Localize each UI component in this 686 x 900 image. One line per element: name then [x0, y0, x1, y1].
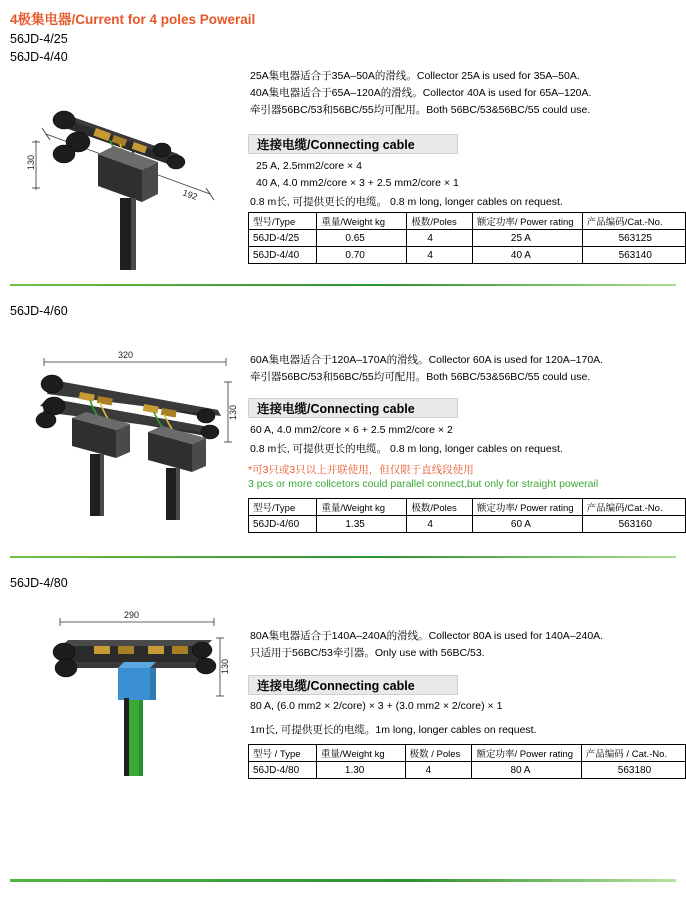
cell-cat: 563140 [582, 247, 685, 264]
connecting-cable-banner-2: 连接电缆/Connecting cable [248, 398, 458, 418]
illustration-56jd-4-60 [14, 340, 244, 530]
table-header-row [249, 745, 686, 762]
dim-height-label: 130 [26, 154, 36, 170]
cell-cat: 563160 [582, 516, 685, 533]
cell-cat: 563125 [582, 230, 685, 247]
section3-line-2: 只适用于56BC/53牵引器。Only use with 56BC/53. [250, 647, 485, 659]
section-separator-2 [10, 556, 676, 558]
section3-cable-line-1: 80 A, (6.0 mm2 × 2/core) × 3 + (3.0 mm2 × 2/core) × 1 [250, 700, 503, 712]
section2-note-en: 3 pcs or more collcetors could parallel connect,but only for straight powerail [248, 478, 599, 490]
table-header-row [249, 213, 686, 230]
dim-height-label: 130 [220, 658, 230, 674]
cell-weight: 0.65 [317, 230, 407, 247]
th-poles: 极数 / Poles [405, 745, 472, 762]
model-code-56jd-4-25: 56JD-4/25 [10, 32, 68, 46]
th-rating: 额定功率/ Power rating [472, 499, 582, 516]
section1-line-3: 牵引器56BC/53和56BC/55均可配用。Both 56BC/53&56BC/55 could use. [250, 104, 591, 116]
section2-line-1: 60A集电器适合于120A–170A的滑线。Collector 60A is used for 120A–170A. [250, 354, 604, 366]
cell-type: 56JD-4/40 [249, 247, 317, 264]
spec-table-2 [248, 498, 686, 533]
cell-poles: 4 [405, 762, 472, 779]
cell-rating: 25 A [472, 230, 582, 247]
th-weight: 重量/Weight kg [316, 745, 405, 762]
section3-cable-line-2: 1m长, 可提供更长的电缆。1m long, longer cables on request. [250, 724, 537, 736]
cell-weight: 0.70 [317, 247, 407, 264]
table-row [249, 230, 686, 247]
th-type: 型号/Type [249, 499, 317, 516]
section2-cable-line-2: 0.8 m长, 可提供更长的电缆。 0.8 m long, longer cables on request. [250, 443, 563, 455]
section-separator-1 [10, 284, 676, 286]
th-type: 型号/Type [249, 213, 317, 230]
dim-width-label: 290 [124, 610, 140, 620]
table-header-row [249, 499, 686, 516]
table-row [249, 516, 686, 533]
footer-band [10, 879, 676, 882]
dim-width-label: 320 [118, 350, 134, 360]
cell-type: 56JD-4/25 [249, 230, 317, 247]
cell-rating: 60 A [472, 516, 582, 533]
cell-poles: 4 [407, 516, 473, 533]
model-code-56jd-4-60: 56JD-4/60 [10, 304, 68, 318]
connecting-cable-banner-3: 连接电缆/Connecting cable [248, 675, 458, 695]
spec-table-3 [248, 744, 686, 779]
section2-line-2: 牵引器56BC/53和56BC/55均可配用。Both 56BC/53&56BC/55 could use. [250, 371, 591, 383]
th-rating: 额定功率/ Power rating [472, 745, 581, 762]
cell-poles: 4 [407, 247, 473, 264]
th-cat: 产品编码/Cat.-No. [582, 499, 685, 516]
dim-height-label: 130 [228, 404, 238, 420]
th-cat: 产品编码/Cat.-No. [582, 213, 685, 230]
cell-poles: 4 [407, 230, 473, 247]
th-weight: 重量/Weight kg [317, 213, 407, 230]
spec-table-1 [248, 212, 686, 264]
section1-cable-line-2: 40 A, 4.0 mm2/core × 3 + 2.5 mm2/core × 1 [256, 177, 459, 189]
cell-rating: 80 A [472, 762, 581, 779]
section2-note-cn: *可3只或3只以上并联使用，但仅限于直线段使用 [248, 464, 474, 476]
section1-line-1: 25A集电器适合于35A–50A的滑线。Collector 25A is used for 35A–50A. [250, 70, 580, 82]
cell-rating: 40 A [472, 247, 582, 264]
dim-width-label: 192 [181, 187, 199, 203]
section3-line-1: 80A集电器适合于140A–240A的滑线。Collector 80A is used for 140A–240A. [250, 630, 604, 642]
cell-weight: 1.35 [317, 516, 407, 533]
section1-cable-line-1: 25 A, 2.5mm2/core × 4 [256, 160, 362, 172]
model-code-56jd-4-40: 56JD-4/40 [10, 50, 68, 64]
th-type: 型号 / Type [249, 745, 317, 762]
th-rating: 额定功率/ Power rating [472, 213, 582, 230]
illustration-56jd-4-80 [14, 600, 244, 800]
page-title: 4极集电器/Current for 4 poles Powerail [10, 12, 256, 27]
th-weight: 重量/Weight kg [317, 499, 407, 516]
section1-cable-line-3: 0.8 m长, 可提供更长的电缆。 0.8 m long, longer cables on request. [250, 196, 563, 208]
section2-cable-line-1: 60 A, 4.0 mm2/core × 6 + 2.5 mm2/core × 2 [250, 424, 453, 436]
cell-cat: 563180 [581, 762, 685, 779]
cell-type: 56JD-4/60 [249, 516, 317, 533]
connecting-cable-banner-1: 连接电缆/Connecting cable [248, 134, 458, 154]
th-cat: 产品编码 / Cat.-No. [581, 745, 685, 762]
table-row [249, 762, 686, 779]
th-poles: 极数/Poles [407, 499, 473, 516]
cell-type: 56JD-4/80 [249, 762, 317, 779]
cell-weight: 1.30 [316, 762, 405, 779]
section1-line-2: 40A集电器适合于65A–120A的滑线。Collector 40A is used for 65A–120A. [250, 87, 592, 99]
table-row [249, 247, 686, 264]
th-poles: 极数/Poles [407, 213, 473, 230]
illustration-56jd-4-25-40 [14, 62, 240, 277]
model-code-56jd-4-80: 56JD-4/80 [10, 576, 68, 590]
